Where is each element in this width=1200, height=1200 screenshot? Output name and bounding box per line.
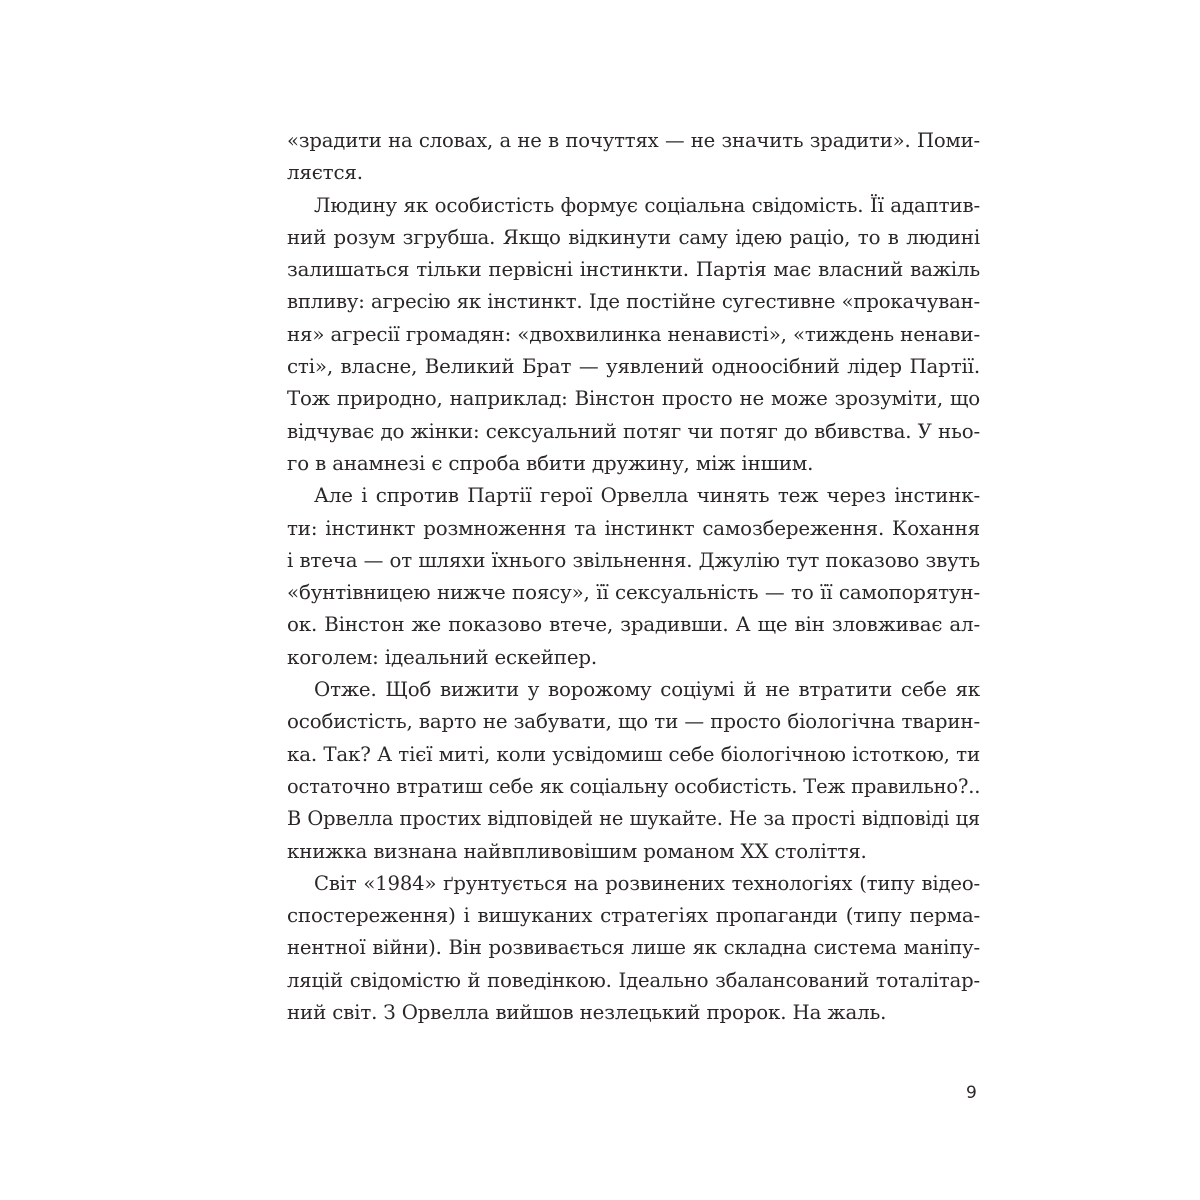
text-line: ляєтся. xyxy=(287,161,363,185)
text-line: ний розум згрубша. Якщо відкинути саму ідею раціо, то в людині xyxy=(287,225,980,249)
text-line: Тож природно, наприклад: Вінстон просто не може зрозуміти, що xyxy=(287,387,980,411)
text-line: спостереження) і вишуканих стратегіях пропаганди (типу перма- xyxy=(287,904,980,928)
text-line: залишаться тільки первісні інстинкти. Партія має власний важіль xyxy=(287,258,980,282)
text-line: Людину як особистість формує соціальна свідомість. Її адаптив- xyxy=(314,193,980,217)
text-line: ня» агресії громадян: «двохвилинка ненависті», «тиждень ненави- xyxy=(287,322,980,346)
text-line: ка. Так? А тієї миті, коли усвідомиш себе біологічною істоткою, ти xyxy=(287,742,980,766)
text-line: остаточно втратиш себе як соціальну особистість. Теж правильно?.. xyxy=(287,774,981,798)
text-line: ляцій свідомістю й поведінкою. Ідеально збалансований тоталітар- xyxy=(287,968,980,992)
text-line: відчуває до жінки: сексуальний потяг чи потяг до вбивства. У ньо- xyxy=(287,419,980,443)
text-line: коголем: ідеальний ескейпер. xyxy=(287,645,598,669)
text-line: книжка визнана найвпливовішим романом ХХ століття. xyxy=(287,839,867,863)
text-line: нентної війни). Він розвивається лише як складна система маніпу- xyxy=(287,936,980,960)
text-line: «зрадити на словах, а не в почуттях — не значить зрадити». Поми- xyxy=(287,129,980,152)
text-line: ок. Вінстон же показово втече, зрадивши. А ще він зловживає ал- xyxy=(287,613,980,637)
text-line: Світ «1984» ґрунтується на розвинених технологіях (типу відео- xyxy=(314,871,980,895)
text-line: ний світ. З Орвелла вийшов незлецький пророк. На жаль. xyxy=(287,1001,887,1025)
text-line: і втеча — от шляхи їхнього звільнення. Джулію тут показово звуть xyxy=(287,548,980,572)
text-line: сті», власне, Великий Брат — уявлений одноосібний лідер Партії. xyxy=(287,355,980,379)
text-line: го в анамнезі є спроба вбити дружину, між іншим. xyxy=(287,451,814,475)
text-line: Отже. Щоб вижити у ворожому соціумі й не втратити себе як xyxy=(314,678,980,702)
text-line: Але і спротив Партії герої Орвелла чинять теж через інстинк- xyxy=(314,484,980,508)
text-line: ти: інстинкт розмноження та інстинкт самозбереження. Кохання xyxy=(287,516,980,540)
text-line: особистість, варто не забувати, що ти — просто біологічна тварин- xyxy=(287,710,980,734)
text-line: «бунтівницею нижче поясу», її сексуальність — то її самопорятун- xyxy=(287,581,980,605)
text-line: впливу: агресію як інстинкт. Іде постійне сугестивне «прокачуван- xyxy=(287,290,980,314)
text-line: В Орвелла простих відповідей не шукайте. Не за прості відповіді ця xyxy=(287,807,980,831)
body-text xyxy=(287,125,980,1029)
page-number: 9 xyxy=(966,1083,977,1103)
